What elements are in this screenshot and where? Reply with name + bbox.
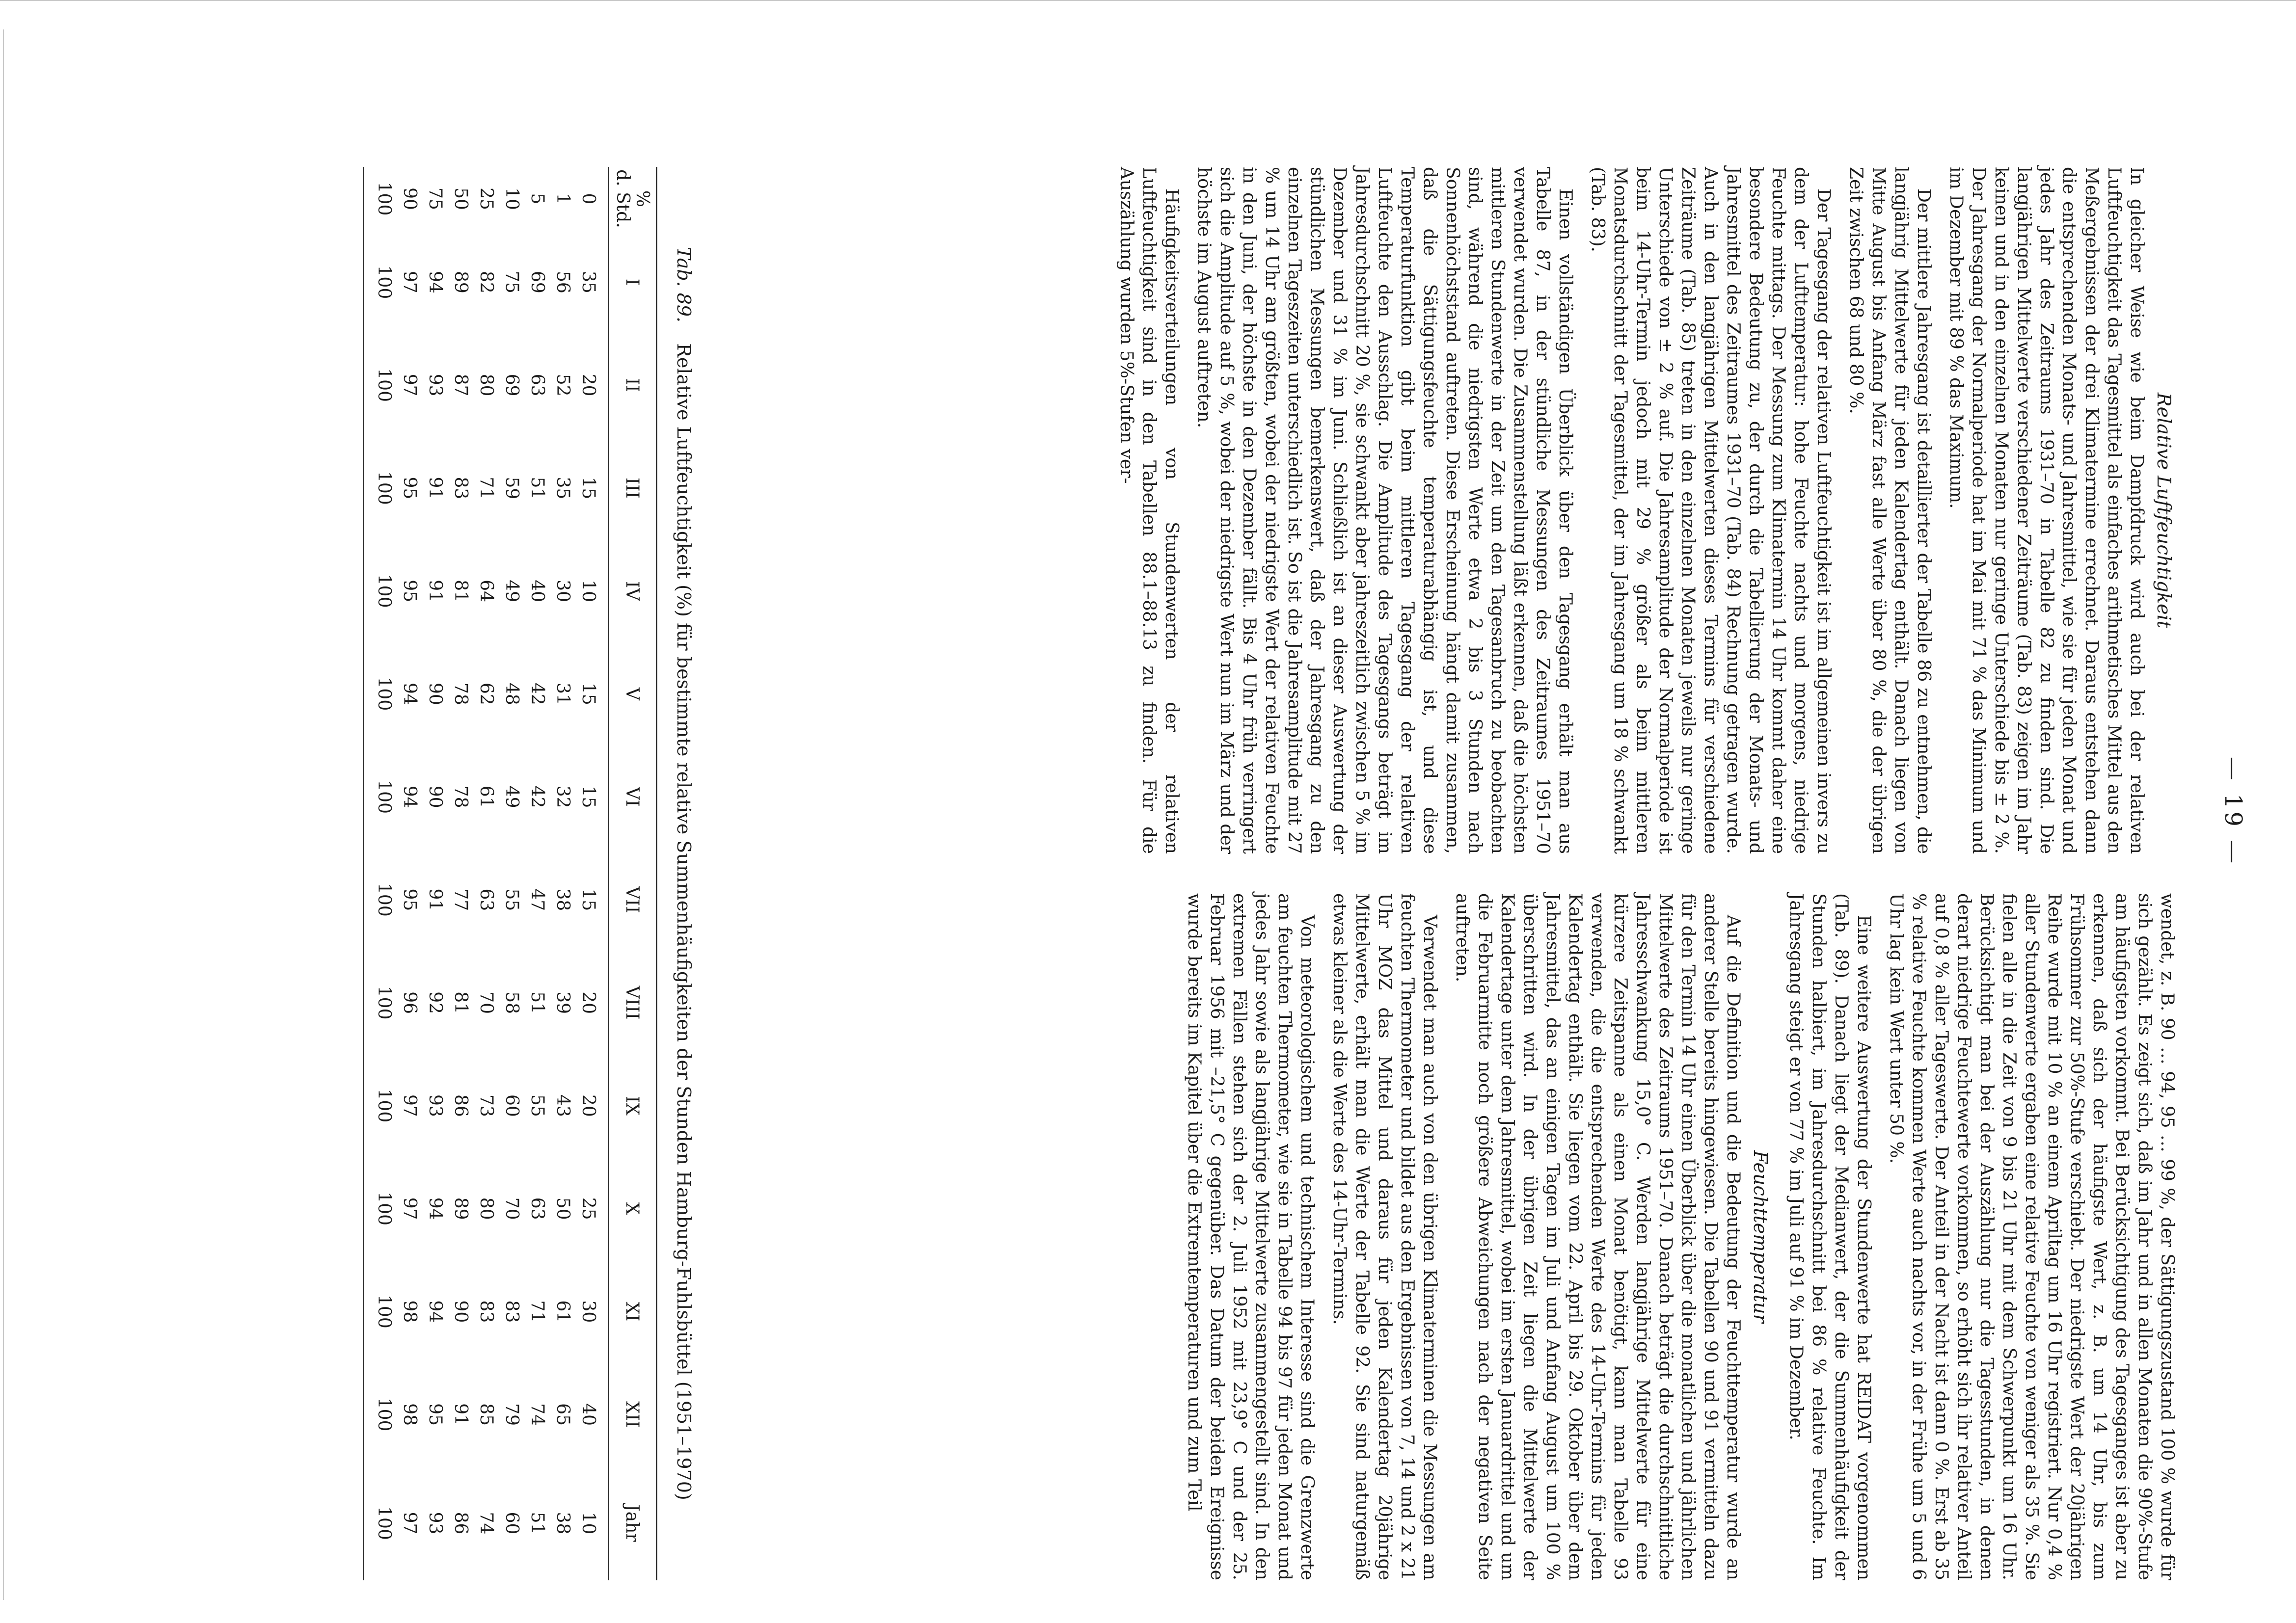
table-cell: 93 bbox=[425, 373, 445, 397]
table-cell: 58 bbox=[502, 991, 522, 1014]
table-cell: 35 bbox=[553, 477, 573, 500]
left-column bbox=[1115, 167, 2178, 854]
table-cell: 86 bbox=[451, 1094, 471, 1117]
table-cell: 81 bbox=[451, 580, 471, 603]
table-cell: 10 bbox=[578, 1512, 598, 1535]
table-cell: 77 bbox=[451, 888, 471, 911]
table-cell: 49 bbox=[502, 785, 522, 808]
table-cell: 73 bbox=[476, 1094, 496, 1117]
table-cell: 100 bbox=[364, 642, 397, 745]
paragraph: Verwendet man auch von den übrigen Klimaterminen die Messungen am feuchten Thermometer und bildet aus den Ergebnissen von 7, 14 und 2 x 21 Uhr MOZ das Mittel und daraus für jeden Kalendertag 20jährige Mittelwerte, erhält man die Werte der Tabelle 92. Sie sind naturgemäß etwas kleiner als die Werte des 14-Uhr-Termins. bbox=[1329, 893, 1440, 1580]
row-percentile-cell: 90 bbox=[400, 187, 420, 210]
table-cell: 82 bbox=[476, 270, 496, 293]
table-cell: 25 bbox=[578, 1197, 598, 1220]
table-row bbox=[422, 167, 448, 1580]
table-cell: 89 bbox=[451, 1197, 471, 1220]
header-unit: % bbox=[632, 190, 652, 208]
table-cell: 93 bbox=[425, 1094, 445, 1117]
table-cell: 93 bbox=[425, 1512, 445, 1535]
row-percentile-cell: 1 bbox=[553, 193, 573, 205]
table-cell: 90 bbox=[425, 682, 445, 705]
table-cell: 30 bbox=[553, 580, 573, 603]
table-cell: 90 bbox=[451, 1300, 471, 1323]
table-cell: 100 bbox=[364, 1363, 397, 1466]
table-cell: 69 bbox=[502, 373, 522, 397]
table-row bbox=[524, 167, 550, 1580]
table-cell: 83 bbox=[502, 1300, 522, 1323]
table-cell: 100 bbox=[364, 1054, 397, 1157]
header-cell-month: VIII bbox=[608, 951, 657, 1054]
table-cell: 48 bbox=[502, 682, 522, 705]
table-cell: 94 bbox=[425, 1300, 445, 1323]
paragraph: Der Tagesgang der relativen Luftfeuchtigkeit ist im allgemeinen invers zu dem der Lufttemperatur: hohe Feuchte nachts und morgens, niedrige Feuchte mittags. Der Messung zum Klimatermin 14 Uhr kommt daher eine besondere Bedeutung zu, der durch die Tabellierung der Monats- und Jahresmittel des Zeitraumes 1931–70 (Tab. 84) Rechnung getragen wurde. Auch in den langjährigen Mittelwerten dieses Termins für verschiedene Zeiträume (Tab. 85) treten in den einzelnen Monaten jeweils nur geringe Unterschiede von ± 2 % auf. Die Jahresamplitude der Normalperiode ist beim 14-Uhr-Termin jedoch mit 29 % größer als beim mittleren Monatsdurchschnitt der Tagesmittel, der im Jahresgang um 18 % schwankt (Tab. 83). bbox=[1588, 167, 1834, 854]
table-cell: 35 bbox=[578, 270, 598, 293]
table-body bbox=[364, 167, 608, 1580]
table-cell: 78 bbox=[451, 785, 471, 808]
table-cell: 83 bbox=[451, 477, 471, 500]
table-cell: 100 bbox=[364, 334, 397, 437]
table-cell: 94 bbox=[400, 785, 420, 808]
header-cell-hours bbox=[608, 167, 657, 231]
table-cell: 71 bbox=[476, 477, 496, 500]
table-cell: 43 bbox=[553, 1094, 573, 1117]
table-cell: 52 bbox=[553, 373, 573, 397]
header-cell-month: VII bbox=[608, 849, 657, 952]
table-cell: 95 bbox=[400, 477, 420, 500]
table-cell: 87 bbox=[451, 373, 471, 397]
row-percentile-cell: 25 bbox=[476, 187, 496, 210]
row-percentile-cell: 75 bbox=[425, 187, 445, 210]
table-cell: 94 bbox=[400, 682, 420, 705]
table-cell: 71 bbox=[527, 1300, 547, 1323]
table-cell: 86 bbox=[451, 1512, 471, 1535]
paragraph: wendet, z. B. 90 … 94, 95 … 99 %, der Sättigungszustand 100 % wurde für sich gezählt. Es zeigt sich, daß im Jahr und in allen Monaten die 90%-Stufe am häufigsten vorkommt. Bei Berücksichtigung des Tagesganges ist aber zu erkennen, daß sich der häufigste Wert, z. B. um 14 Uhr, bis zum Frühsommer zur 50%-Stufe verschiebt. Der niedrigste Wert der 20jährigen Reihe wurde mit 10 % an einem Apriltag um 16 Uhr registriert. Nur 0,4 % aller Stundenwerte ergaben eine relative Feuchte von weniger als 35 %. Sie fielen alle in die Zeit von 9 bis 21 Uhr mit dem Schwerpunkt um 16 Uhr. Berücksichtigt man bei der Auszählung nur die Tagesstunden, in denen derart niedrige Feuchtewerte vorkommen, so erhöht sich ihr relativer Anteil auf 0,8 % aller Tageswerte. Der Anteil in der Nacht ist dann 0 %. Erst ab 35 % relative Feuchte kommen Werte auch nachts vor, in der Frühe um 5 und 6 Uhr lag kein Wert unter 50 %. bbox=[1886, 893, 2177, 1580]
table-cell: 98 bbox=[400, 1300, 420, 1323]
table-cell: 31 bbox=[553, 682, 573, 705]
paragraph: In gleicher Weise wie beim Dampfdruck wird auch bei der relativen Luftfeuchtigkeit das Tagesmittel als einfaches arithmetisches Mittel aus den Meßergebnissen der drei Klimatermine errechnet. Daraus entstehen dann die entsprechenden Monats- und Jahresmittel, wie sie für jeden Monat und jedes Jahr des Zeitraums 1931–70 in Tabelle 82 zu finden sind. Die langjährigen Mittelwerte verschiedener Zeiträume (Tab. 83) zeigen im Jahr keinen und in den einzelnen Monaten nur geringe Unterschiede bis ± 2 %. Der Jahresgang der Normalperiode hat im Mai mit 71 % das Minimum und im Dezember mit 89 % das Maximum. bbox=[1946, 167, 2147, 854]
table-cell: 61 bbox=[476, 785, 496, 808]
table-cell: 69 bbox=[527, 270, 547, 293]
humidity-percentile-table bbox=[363, 167, 657, 1580]
table-cell: 100 bbox=[364, 849, 397, 952]
header-cell-month: X bbox=[608, 1157, 657, 1260]
table-header-row bbox=[608, 167, 657, 1580]
table-cell: 15 bbox=[578, 477, 598, 500]
table-cell: 95 bbox=[400, 580, 420, 603]
right-column bbox=[1183, 893, 2178, 1580]
table-cell: 79 bbox=[502, 1403, 522, 1426]
table-cell: 98 bbox=[400, 1403, 420, 1426]
header-cell-month: III bbox=[608, 437, 657, 540]
header-cell-month: IX bbox=[608, 1054, 657, 1157]
row-percentile-cell: 0 bbox=[578, 193, 598, 205]
table-cell: 63 bbox=[476, 888, 496, 911]
table-cell: 95 bbox=[425, 1403, 445, 1426]
table-cell: 85 bbox=[476, 1403, 496, 1426]
table-cell: 97 bbox=[400, 270, 420, 293]
table-cell: 63 bbox=[527, 1197, 547, 1220]
row-percentile-cell: 100 bbox=[364, 167, 397, 231]
table-cell: 47 bbox=[527, 888, 547, 911]
table-cell: 62 bbox=[476, 682, 496, 705]
table-cell: 51 bbox=[527, 1512, 547, 1535]
table-cell: 15 bbox=[578, 785, 598, 808]
table-cell: 20 bbox=[578, 373, 598, 397]
paragraph: Von meteorologischem und technischem Interesse sind die Grenzwerte am feuchten Thermometer, wie sie in Tabelle 94 bis 97 für jeden Monat und jedes Jahr sowie als langjährige Mittelwerte zusammengestellt sind. In den extremen Fällen stehen sich der 2. Juli 1952 mit 23,9° C und der 25. Februar 1956 mit –21,5° C gegenüber. Das Datum der beiden Ereignisse wurde bereits im Kapitel über die Extremtemperaturen und zum Teil bbox=[1184, 893, 1317, 1580]
table-cell: 100 bbox=[364, 745, 397, 849]
table-cell: 10 bbox=[578, 580, 598, 603]
table-cell: 20 bbox=[578, 1094, 598, 1117]
table-cell: 15 bbox=[578, 888, 598, 911]
table-89 bbox=[363, 167, 696, 1580]
table-cell: 65 bbox=[553, 1403, 573, 1426]
row-percentile-cell: 50 bbox=[451, 187, 471, 210]
table-cell: 91 bbox=[425, 888, 445, 911]
table-cell: 97 bbox=[400, 1094, 420, 1117]
table-cell: 55 bbox=[502, 888, 522, 911]
table-cell: 49 bbox=[502, 580, 522, 603]
table-cell: 30 bbox=[578, 1300, 598, 1323]
row-percentile-cell: 5 bbox=[527, 193, 547, 205]
table-cell: 96 bbox=[400, 991, 420, 1014]
table-cell: 100 bbox=[364, 1260, 397, 1363]
table-cell: 70 bbox=[476, 991, 496, 1014]
table-cell: 70 bbox=[502, 1197, 522, 1220]
header-label: d. Std. bbox=[613, 169, 633, 228]
paragraph: Einen vollständigen Überblick über den Tagesgang erhält man aus Tabelle 87, in der stündliche Messungen des Zeitraumes 1951–70 verwendet wurden. Die Zusammenstellung läßt erkennen, daß die höchsten mittleren Stundenwerte in der Zeit um den Tagesanbruch zu beobachten sind, während die niedrigsten Werte etwa 2 bis 3 Stunden nach Sonnenhöchststand auftreten. Diese Erscheinung hängt damit zusammen, daß die Sättigungsfeuchte temperaturabhängig ist, und diese Temperaturfunktion gibt beim mittleren Tagesgang der relativen Luftfeuchte den Ausschlag. Die Amplitude des Tagesgangs beträgt im Jahresdurchschnitt 20 %, sie schwankt aber jahreszeitlich zwischen 5 % im Dezember und 31 % im Juni. Schließlich ist an dieser Auswertung der stündlichen Messungen bemerkenswert, daß der Jahresgang zu den einzelnen Tageszeiten unterschiedlich ist. So ist die Jahresamplitude mit 27 % um 14 Uhr am größten, wobei der niedrigste Wert der relativen Feuchte in den Juni, der höchste in den Dezember fällt. Bis 4 Uhr früh verringert sich die Amplitude auf 5 %, wobei der niedrigste Wert nun im März und der höchste im August auftreten. bbox=[1194, 167, 1575, 854]
table-cell: 55 bbox=[527, 1094, 547, 1117]
row-percentile-cell: 10 bbox=[502, 187, 522, 210]
header-cell-month: V bbox=[608, 642, 657, 745]
section-heading-relative-humidity: Relative Luftfeuchtigkeit bbox=[2153, 393, 2175, 628]
page-number: — 19 — bbox=[2219, 756, 2247, 867]
table-cell: 94 bbox=[425, 1197, 445, 1220]
table-row bbox=[550, 167, 575, 1580]
header-cell-month: IV bbox=[608, 539, 657, 642]
table-row bbox=[397, 167, 422, 1580]
table-cell: 100 bbox=[364, 1466, 397, 1580]
table-cell: 97 bbox=[400, 373, 420, 397]
table-cell: 32 bbox=[553, 785, 573, 808]
table-cell: 50 bbox=[553, 1197, 573, 1220]
table-cell: 100 bbox=[364, 231, 397, 334]
table-cell: 61 bbox=[553, 1300, 573, 1323]
table-cell: 51 bbox=[527, 991, 547, 1014]
table-row bbox=[448, 167, 473, 1580]
paragraph: Eine weitere Auswertung der Stundenwerte hat REIDAT vorgenommen (Tab. 89). Danach liegt der Medianwert, der die Summenhäufigkeit der Stunden halbiert, im Jahresdurchschnitt bei 86 % relative Feuchte. Im Jahresgang steigt er von 77 % im Juli auf 91 % im Dezember. bbox=[1786, 893, 1874, 1580]
table-cell: 90 bbox=[425, 785, 445, 808]
table-cell: 95 bbox=[400, 888, 420, 911]
header-cell-month: Jahr bbox=[608, 1466, 657, 1580]
table-cell: 91 bbox=[451, 1403, 471, 1426]
table-cell: 83 bbox=[476, 1300, 496, 1323]
table-cell: 64 bbox=[476, 580, 496, 603]
header-cell-month: XII bbox=[608, 1363, 657, 1466]
table-cell: 59 bbox=[502, 477, 522, 500]
table-cell: 100 bbox=[364, 539, 397, 642]
table-cell: 94 bbox=[425, 270, 445, 293]
table-cell: 97 bbox=[400, 1197, 420, 1220]
table-cell: 75 bbox=[502, 270, 522, 293]
table-cell: 100 bbox=[364, 951, 397, 1054]
header-cell-month: I bbox=[608, 231, 657, 334]
header-cell-month: VI bbox=[608, 745, 657, 849]
table-cell: 97 bbox=[400, 1512, 420, 1535]
table-cell: 80 bbox=[476, 373, 496, 397]
header-cell-month: XI bbox=[608, 1260, 657, 1363]
table-cell: 74 bbox=[476, 1512, 496, 1535]
table-cell: 74 bbox=[527, 1403, 547, 1426]
section-heading-wet-bulb: Feuchttemperatur bbox=[1750, 1150, 1771, 1323]
table-cell: 39 bbox=[553, 991, 573, 1014]
table-cell: 78 bbox=[451, 682, 471, 705]
header-cell-month: II bbox=[608, 334, 657, 437]
table-cell: 42 bbox=[527, 785, 547, 808]
table-cell: 60 bbox=[502, 1094, 522, 1117]
table-row bbox=[499, 167, 524, 1580]
paragraph: Häufigkeitsverteilungen von Stundenwerten der relativen Luftfeuchtigkeit sind in den Tabellen 88.1–88.13 zu finden. Für die Auszählung wurden 5%-Stufen ver- bbox=[1116, 167, 1182, 854]
paragraph: Auf die Definition und die Bedeutung der Feuchttemperatur wurde an anderer Stelle bereits hingewiesen. Die Tabellen 90 und 91 vermitteln dazu für den Termin 14 Uhr einen Überblick über die monatlichen und jährlichen Mittelwerte des Zeitraums 1951–70. Danach beträgt die durchschnittliche Jahresschwankung 15,0° C. Werden langjährige Mittelwerte für eine kürzere Zeitspanne als einen Monat benötigt, kann man Tabelle 93 verwenden, die die entsprechenden Werte des 14-Uhr-Termins für jeden Kalendertag enthält. Sie liegen vom 22. April bis 29. Oktober über dem Jahresmittel, das an einigen Tagen im Juli und Anfang August um 100 % überschritten wird. In der übrigen Zeit liegen die Mittelwerte der Kalendertage unter dem Jahresmittel, wobei im ersten Januardrittel und um die Februarmitte noch größere Abweichungen nach der negativen Seite auftreten. bbox=[1452, 893, 1743, 1580]
table-cell: 15 bbox=[578, 682, 598, 705]
table-cell: 63 bbox=[527, 373, 547, 397]
table-cell: 100 bbox=[364, 437, 397, 540]
table-row bbox=[473, 167, 499, 1580]
paragraph: Der mittlere Jahresgang ist detaillierter der Tabelle 86 zu entnehmen, die langjährig Mittelwerte für jeden Kalendertag enthält. Danach liegen von Mitte August bis Anfang März fast alle Werte über 80 %, die der übrigen Zeit zwischen 68 und 80 %. bbox=[1846, 167, 1934, 854]
table-cell: 20 bbox=[578, 991, 598, 1014]
table-cell: 40 bbox=[527, 580, 547, 603]
table-cell: 42 bbox=[527, 682, 547, 705]
table-cell: 40 bbox=[578, 1403, 598, 1426]
table-cell: 51 bbox=[527, 477, 547, 500]
table-caption-text: Relative Luftfeuchtigkeit (%) für bestimmte relative Summenhäufigkeiten der Stunden Hamburg-Fuhlsbüttel (1951–1970) bbox=[673, 343, 695, 1500]
table-row bbox=[364, 167, 397, 1580]
table-cell: 91 bbox=[425, 580, 445, 603]
table-cell: 56 bbox=[553, 270, 573, 293]
table-cell: 92 bbox=[425, 991, 445, 1014]
table-caption bbox=[672, 167, 696, 1580]
table-row bbox=[575, 167, 608, 1580]
table-cell: 60 bbox=[502, 1512, 522, 1535]
table-cell: 81 bbox=[451, 991, 471, 1014]
table-cell: 80 bbox=[476, 1197, 496, 1220]
table-cell: 38 bbox=[553, 888, 573, 911]
table-caption-label: Tab. 89. bbox=[673, 247, 695, 323]
table-cell: 38 bbox=[553, 1512, 573, 1535]
table-cell: 100 bbox=[364, 1157, 397, 1260]
table-cell: 89 bbox=[451, 270, 471, 293]
table-cell: 91 bbox=[425, 477, 445, 500]
